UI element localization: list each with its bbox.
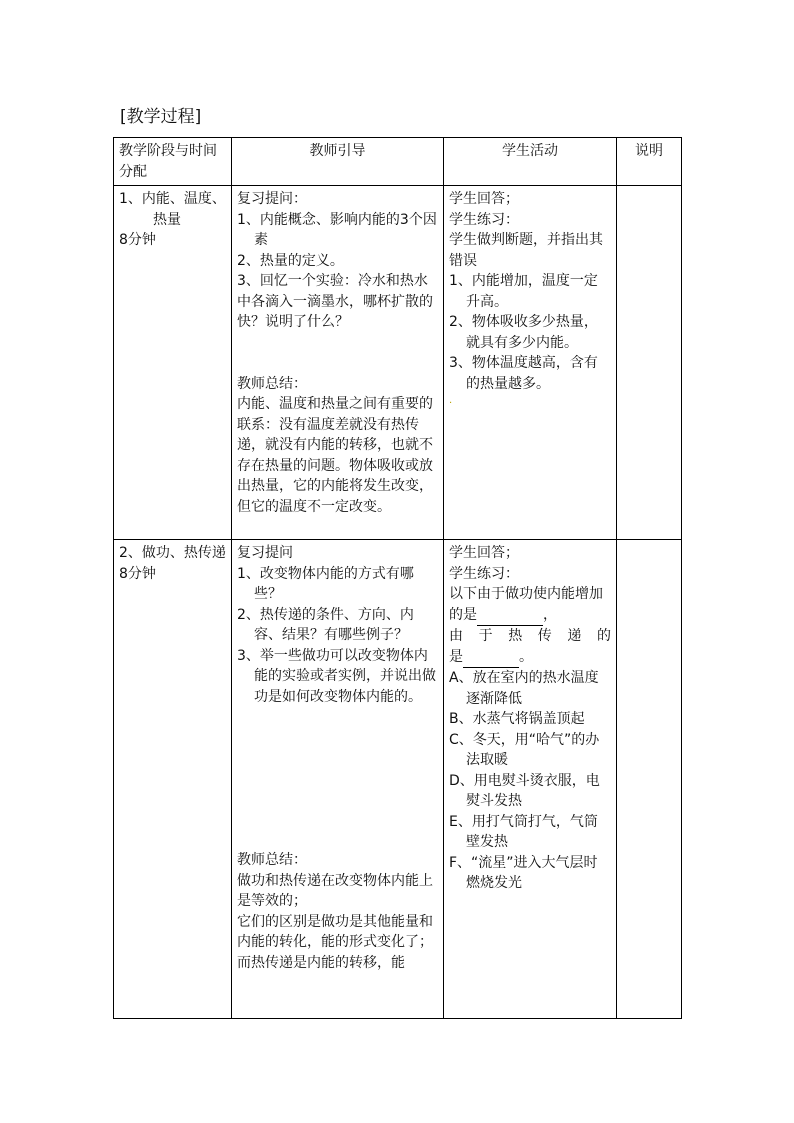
student-statement: 1、内能增加，温度一定升高。 xyxy=(449,273,598,310)
notes-cell xyxy=(617,540,682,1019)
student-statement: 2、物体吸收多少热量，就具有多少内能。 xyxy=(449,314,598,351)
student-cell xyxy=(444,186,617,540)
teacher-summary-label: 教师总结： xyxy=(237,375,307,392)
choice-option: A、放在室内的热水温度逐渐降低 xyxy=(449,670,599,707)
stage-time: 8分钟 xyxy=(119,232,156,248)
header-row xyxy=(114,138,682,186)
teacher-question: 2、热量的定义。 xyxy=(237,252,344,269)
choice-option: F、“流星”进入大气层时燃烧发光 xyxy=(449,854,598,891)
header-stage: 教学阶段与时间分配 xyxy=(114,138,232,186)
spacer xyxy=(237,707,438,850)
question-part: 由于热传递的 xyxy=(449,628,611,644)
header-teacher: 教师引导 xyxy=(232,138,444,186)
question-text xyxy=(449,584,611,626)
teacher-summary: 内能、温度和热量之间有重要的联系：没有温度差就没有热传递，就没有内能的转移，也就不存在热量的问题。物体吸收或放出热量，它的内能将发生改变，但它的温度不一定改变。 xyxy=(237,396,433,515)
student-line: 学生练习： xyxy=(449,565,519,582)
teacher-summary-label: 教师总结： xyxy=(237,852,307,868)
stage-cell xyxy=(114,186,232,540)
student-line: 学生练习： xyxy=(449,211,519,228)
teacher-cell xyxy=(232,540,444,1019)
answer-blank xyxy=(463,647,519,669)
notes-cell xyxy=(617,186,682,540)
question-part: 是 xyxy=(449,648,463,665)
choice-option: C、冬天，用“哈气”的办法取暖 xyxy=(449,731,600,768)
teacher-question: 3、举一些做功可以改变物体内能的实验或者实例，并说出做功是如何改变物体内能的。 xyxy=(237,647,436,705)
student-line: 学生回答； xyxy=(449,191,519,207)
student-statement: 3、物体温度越高，含有的热量越多。 xyxy=(449,355,598,392)
question-end: 。 xyxy=(519,648,533,665)
spacer xyxy=(237,333,438,374)
header-notes: 说明 xyxy=(617,138,682,186)
table-row-work-heat-transfer xyxy=(114,540,682,1019)
teacher-intro: 复习提问 xyxy=(237,545,293,561)
choice-option: E、用打气筒打气，气筒壁发热 xyxy=(449,813,598,850)
lesson-process-table xyxy=(113,137,682,1019)
teacher-summary-line: 而热传递是内能的转移，能 xyxy=(237,954,405,971)
stage-line: 1、内能、温度、 xyxy=(119,191,226,207)
teacher-summary-line: 它们的区别是做功是其他能量和内能的转化，能的形式变化了； xyxy=(237,913,433,950)
answer-blank xyxy=(477,605,543,627)
teacher-summary-line: 做功和热传递在改变物体内能上是等效的； xyxy=(237,872,433,909)
teacher-intro: 复习提问： xyxy=(237,191,307,207)
teacher-cell xyxy=(232,186,444,540)
question-comma: ， xyxy=(543,606,557,623)
student-line: 学生回答； xyxy=(449,545,519,561)
stage-line: 2、做功、热传递 xyxy=(119,545,226,561)
stage-time: 8分钟 xyxy=(119,565,156,582)
table-row-internal-energy xyxy=(114,186,682,540)
student-cell xyxy=(444,540,617,1019)
question-text xyxy=(449,647,611,669)
stage-line: 热量 xyxy=(153,211,181,228)
section-heading: [教学过程] xyxy=(120,107,202,127)
header-student: 学生活动 xyxy=(444,138,617,186)
choice-option: B、水蒸气将锅盖顶起 xyxy=(449,711,585,727)
question-part: 以下由于做功使内能增加的是 xyxy=(449,586,603,623)
teacher-question: 1、改变物体内能的方式有哪些？ xyxy=(237,565,414,602)
teacher-question: 3、回忆一个实验：冷水和热水中各滴入一滴墨水，哪杯扩散的快？说明了什么？ xyxy=(237,273,433,330)
student-line: 学生做判断题，并指出其错误 xyxy=(449,232,603,269)
choice-option: D、用电熨斗烫衣服，电熨斗发热 xyxy=(449,772,600,809)
stray-mark: . xyxy=(449,395,453,406)
teacher-question: 2、热传递的条件、方向、内容、结果？有哪些例子？ xyxy=(237,606,414,643)
teacher-question: 1、内能概念、影响内能的3个因素 xyxy=(237,211,437,248)
stage-cell xyxy=(114,540,232,1019)
